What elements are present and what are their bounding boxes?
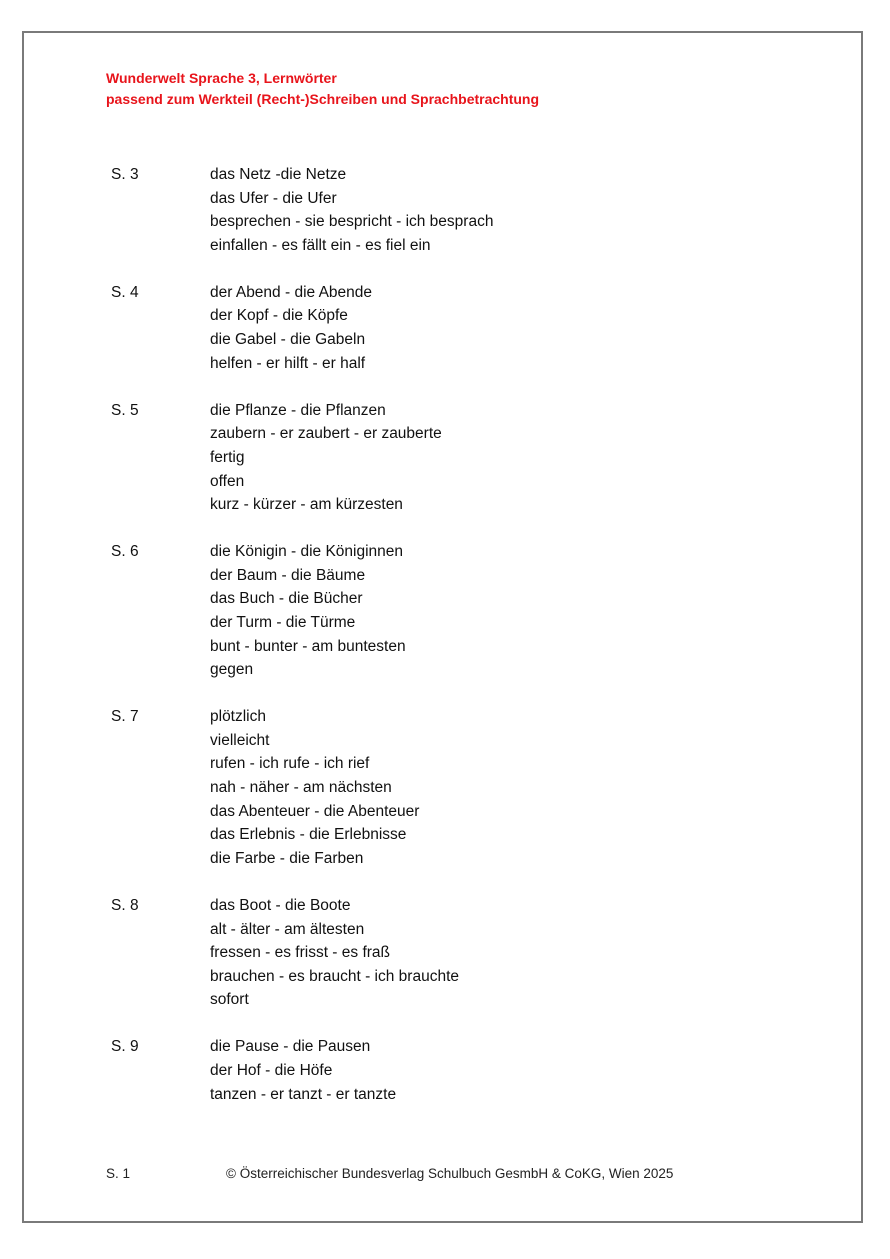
section-words xyxy=(210,705,890,870)
word-entry: das Boot - die Boote xyxy=(210,896,351,914)
word-entry: besprechen - sie bespricht - ich besprach xyxy=(210,213,494,231)
word-entry: sofort xyxy=(210,991,249,1009)
word-entry: offen xyxy=(210,472,245,490)
section-words xyxy=(210,540,890,682)
section-words xyxy=(210,163,890,257)
word-section xyxy=(0,281,890,375)
document-title: Wunderwelt Sprache 3, Lernwörter xyxy=(106,70,337,86)
word-entry: der Baum - die Bäume xyxy=(210,566,366,584)
word-entry: einfallen - es fällt ein - es fiel ein xyxy=(210,236,431,254)
word-entry: kurz - kürzer - am kürzesten xyxy=(210,496,403,514)
section-words xyxy=(210,894,890,1012)
section-words xyxy=(210,281,890,375)
section-page-ref: S. 6 xyxy=(111,543,139,561)
word-entry: helfen - er hilft - er half xyxy=(210,354,366,372)
word-entry: alt - älter - am ältesten xyxy=(210,920,365,938)
word-entry: das Abenteuer - die Abenteuer xyxy=(210,802,420,820)
footer-page-number: S. 1 xyxy=(106,1166,131,1181)
word-entry: die Gabel - die Gabeln xyxy=(210,331,366,349)
section-words xyxy=(210,399,890,517)
word-section xyxy=(0,540,890,682)
word-section xyxy=(0,894,890,1012)
word-entry: der Kopf - die Köpfe xyxy=(210,307,348,325)
word-section xyxy=(0,1035,890,1106)
section-page-ref: S. 7 xyxy=(111,708,139,726)
word-entry: fressen - es frisst - es fraß xyxy=(210,944,391,962)
section-words xyxy=(210,1035,890,1106)
word-entry: plötzlich xyxy=(210,708,266,726)
word-entry: die Königin - die Königinnen xyxy=(210,543,404,561)
word-entry: rufen - ich rufe - ich rief xyxy=(210,755,370,773)
word-section xyxy=(0,163,890,257)
word-entry: das Erlebnis - die Erlebnisse xyxy=(210,826,407,844)
word-entry: die Pflanze - die Pflanzen xyxy=(210,401,386,419)
section-page-ref: S. 4 xyxy=(111,283,139,301)
section-page-ref: S. 3 xyxy=(111,166,139,183)
section-page-ref: S. 5 xyxy=(111,401,139,419)
section-page-ref: S. 8 xyxy=(111,896,139,914)
word-entry: die Pause - die Pausen xyxy=(210,1038,371,1056)
word-entry: fertig xyxy=(210,448,245,466)
word-entry: der Hof - die Höfe xyxy=(210,1062,333,1079)
word-entry: der Turm - die Türme xyxy=(210,614,356,631)
word-list xyxy=(0,163,890,1130)
word-entry: vielleicht xyxy=(210,731,270,749)
document-subtitle: passend zum Werkteil (Recht-)Schreiben und Sprachbetrachtung xyxy=(106,91,540,107)
word-entry: zaubern - er zaubert - er zauberte xyxy=(210,425,442,443)
section-page-ref: S. 9 xyxy=(111,1038,139,1056)
word-entry: das Ufer - die Ufer xyxy=(210,189,337,207)
word-section xyxy=(0,705,890,870)
word-entry: der Abend - die Abende xyxy=(210,283,373,301)
word-entry: gegen xyxy=(210,661,254,679)
word-entry: das Buch - die Bücher xyxy=(210,590,363,608)
word-section xyxy=(0,399,890,517)
word-entry: tanzen - er tanzt - er tanzte xyxy=(210,1085,397,1103)
word-entry: die Farbe - die Farben xyxy=(210,849,364,867)
footer-copyright: © Österreichischer Bundesverlag Schulbuch GesmbH & CoKG, Wien 2025 xyxy=(226,1166,674,1181)
word-entry: bunt - bunter - am buntesten xyxy=(210,637,406,655)
document-header xyxy=(106,68,539,110)
word-entry: brauchen - es braucht - ich brauchte xyxy=(210,967,459,985)
word-entry: das Netz -die Netze xyxy=(210,166,347,183)
word-entry: nah - näher - am nächsten xyxy=(210,779,392,797)
